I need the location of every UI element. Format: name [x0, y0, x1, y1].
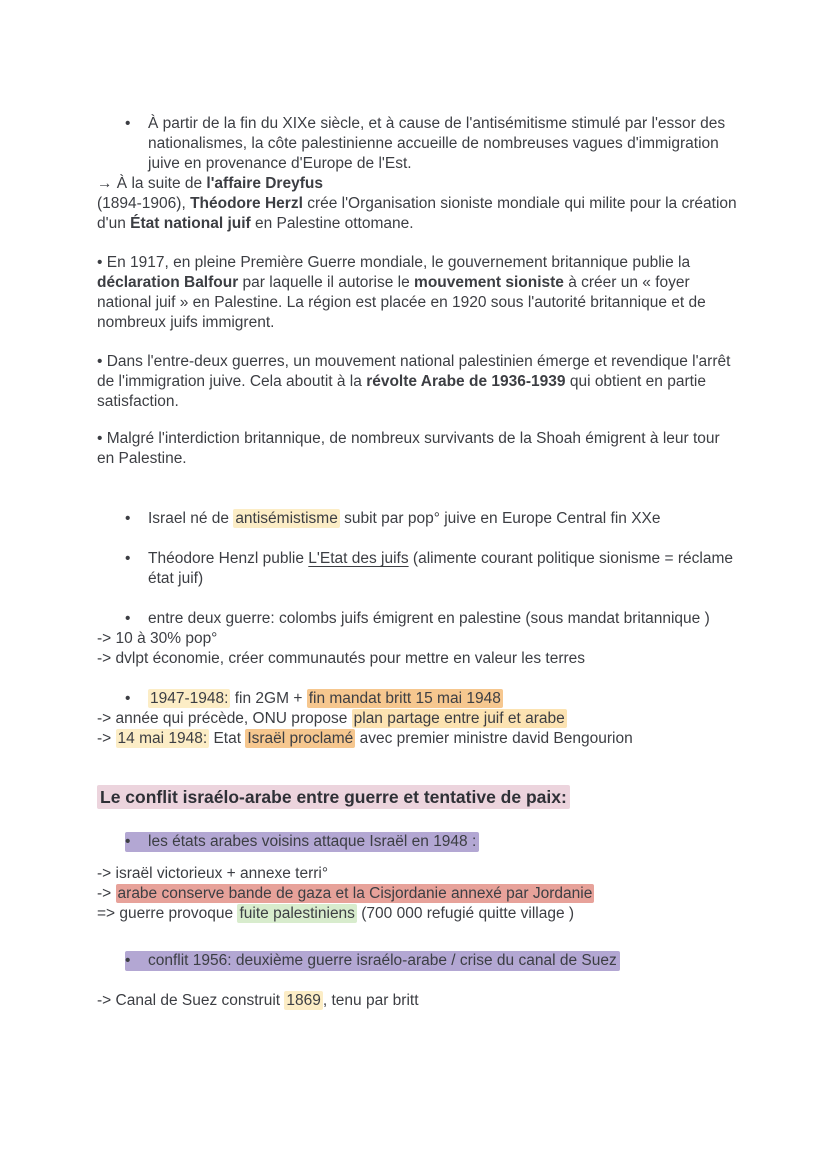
bullet-icon: • [125, 951, 148, 971]
bullet-item [97, 689, 737, 709]
text-segment: • Dans l'entre-deux guerres, un mouvement national palestinien émerge et revendique l'arrêt de l'immigration juive. Cela aboutit à la [97, 353, 731, 390]
text-segment: -> [97, 730, 116, 747]
bullet-icon: • [125, 550, 131, 567]
bullet-icon: • [125, 115, 131, 132]
text-segment: Israel né de [148, 510, 234, 527]
paragraph [97, 429, 737, 469]
arrow-note [97, 629, 737, 649]
bullet-icon: • [125, 510, 131, 527]
arrow-note [97, 709, 737, 729]
bullet-icon: • [125, 690, 131, 707]
text-segment: (700 000 refugié quitte village ) [356, 905, 575, 922]
text-segment: À partir de la fin du XIXe siècle, et à cause de l'antisémitisme stimulé par l'essor des nationalismes, la côte palestinienne accueille de nombreuses vagues d'immigration juive en provenance d'Europe de l'Est. [148, 115, 726, 172]
text-segment: Etat [209, 730, 246, 747]
bullet-item [97, 114, 737, 174]
text-segment: => guerre provoque [97, 905, 238, 922]
text-segment: -> 10 à 30% pop° [97, 630, 218, 647]
notes-content-column [97, 114, 737, 1011]
arrow-note [97, 991, 737, 1011]
text-segment: -> année qui précède, ONU propose [97, 710, 352, 727]
text-segment: par laquelle il autorise le [238, 274, 415, 291]
bold-text: déclaration Balfour [97, 274, 239, 291]
text-segment: -> israël victorieux + annexe terri° [97, 865, 329, 882]
text-segment: (alimente courant politique sionisme = réclame état juif) [148, 550, 733, 587]
text-segment: -> dvlpt économie, créer communautés pour mettre en valeur les terres [97, 650, 586, 667]
text-segment: avec premier ministre david Bengourion [355, 730, 633, 747]
bold-text: Théodore Herzl [190, 195, 303, 212]
arrow-note [97, 174, 737, 194]
bullet-text [148, 549, 737, 589]
highlighted-text: antisémistisme [235, 510, 338, 527]
highlighted-text: arabe conserve bande de gaza et la Cisjordanie annexé par Jordanie [117, 885, 593, 902]
bold-text: État national juif [130, 215, 251, 232]
highlighted-text: fin mandat britt 15 mai 1948 [308, 690, 501, 707]
text-segment: • Malgré l'interdiction britannique, de nombreux survivants de la Shoah émigrent à leur tour en Palestine. [97, 430, 720, 467]
bullet-text [148, 609, 737, 629]
bullet-icon: • [125, 832, 148, 852]
text-segment: crée l'Organisation sioniste mondiale qui milite pour la création d'un [97, 195, 737, 232]
highlighted-text: Israël proclamé [247, 730, 354, 747]
bullet-item [97, 609, 737, 629]
highlighted-text: 1947-1948: [150, 690, 229, 707]
text-segment: (1894-1906), [97, 195, 191, 212]
text-segment: fin 2GM + [230, 690, 307, 707]
bullet-text [148, 114, 737, 174]
text-segment: entre deux guerre: colombs juifs émigrent en palestine (sous mandat britannique ) [148, 610, 710, 627]
bullet-text [148, 509, 737, 529]
bullet-item [97, 509, 737, 529]
arrow-note [97, 649, 737, 669]
bullet-item [97, 832, 737, 852]
highlighted-bullet-text: les états arabes voisins attaque Israël en 1948 : [148, 832, 479, 852]
arrow-note [97, 884, 737, 904]
paragraph [97, 352, 737, 412]
text-segment: -> Canal de Suez construit [97, 992, 285, 1009]
highlighted-text: fuite palestiniens [239, 905, 355, 922]
highlighted-text: plan partage entre juif et arabe [353, 710, 565, 727]
arrow-note [97, 864, 737, 884]
text-segment: → À la suite de [97, 175, 207, 192]
text-segment: , tenu par britt [322, 992, 419, 1009]
highlighted-text: 14 mai 1948: [117, 730, 208, 747]
highlighted-heading-text: Le conflit israélo-arabe entre guerre et tentative de paix: [97, 785, 570, 809]
arrow-note [97, 729, 737, 749]
highlighted-bullet-text: conflit 1956: deuxième guerre israélo-arabe / crise du canal de Suez [148, 951, 620, 971]
bullet-item [97, 951, 737, 971]
text-segment: à créer un « foyer national juif » en Palestine. La région est placée en 1920 sous l'autorité britannique et de nombreux juifs immigrent. [97, 274, 706, 331]
bold-text: l'affaire Dreyfus [206, 175, 323, 192]
paragraph [97, 194, 737, 234]
text-segment: -> [97, 885, 116, 902]
text-segment: Théodore Henzl publie [148, 550, 309, 567]
text-segment: en Palestine ottomane. [250, 215, 414, 232]
arrow-note [97, 904, 737, 924]
underlined-text: L'Etat des juifs [308, 550, 409, 567]
bullet-item [97, 549, 737, 589]
text-segment: subit par pop° juive en Europe Central fin XXe [339, 510, 661, 527]
highlighted-text: 1869 [286, 992, 321, 1009]
section-heading [97, 785, 737, 809]
bullet-text [148, 689, 737, 709]
bold-text: révolte Arabe de 1936-1939 [366, 373, 566, 390]
text-segment: • En 1917, en pleine Première Guerre mondiale, le gouvernement britannique publie la [97, 254, 691, 271]
bold-text: mouvement sioniste [414, 274, 564, 291]
text-segment: qui obtient en partie satisfaction. [97, 373, 706, 410]
bullet-icon: • [125, 610, 131, 627]
paragraph [97, 253, 737, 333]
